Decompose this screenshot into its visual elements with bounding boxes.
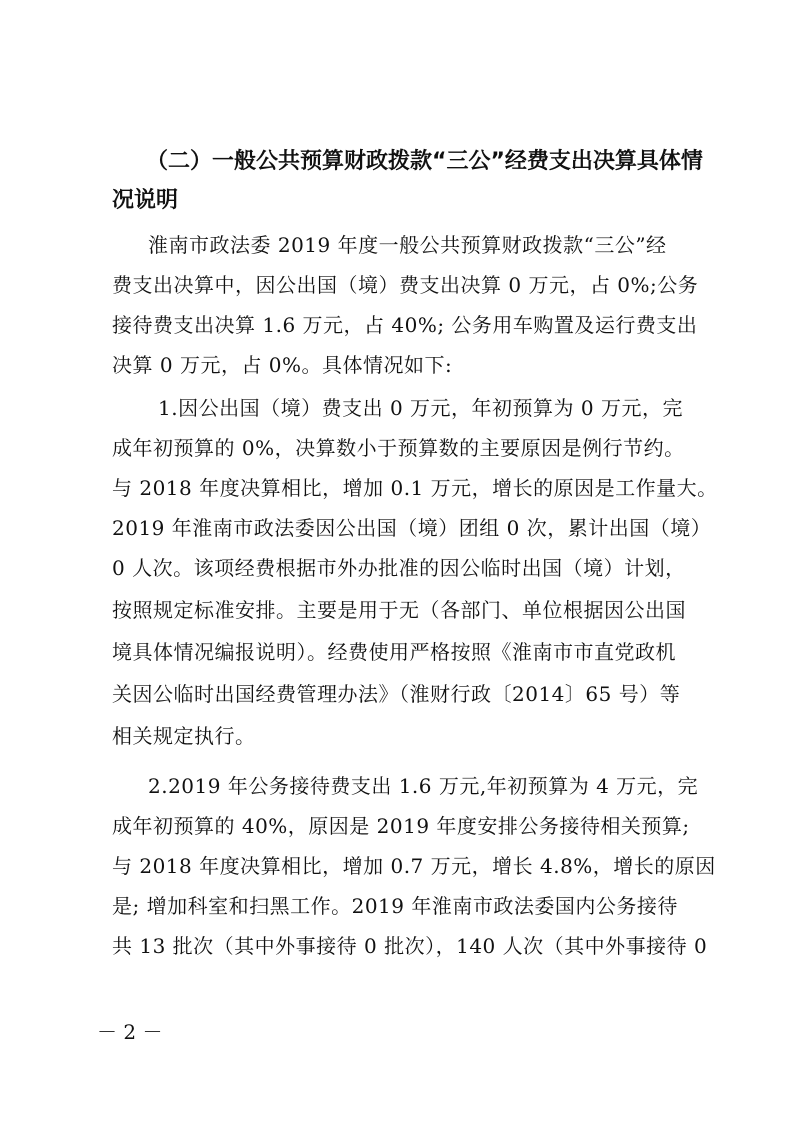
body-line: 与 2018 年度决算相比，增加 0.7 万元，增长 4.8%，增长的原因 [112,854,716,878]
body-line: 关因公临时出国经费管理办法》（淮财行政〔2014〕65 号）等 [112,682,681,706]
body-line: 成年初预算的 0%，决算数小于预算数的主要原因是例行节约。 [112,436,685,460]
body-line: 相关规定执行。 [112,724,256,748]
body-line: 是; 增加科室和扫黑工作。2019 年淮南市政法委国内公务接待 [112,894,678,918]
section-heading-line-2: 况说明 [112,188,179,213]
body-line: 按照规定标准安排。主要是用于无（各部门、单位根据因公出国 [112,598,686,622]
body-line: 淮南市政法委 2019 年度一般公共预算财政拨款“三公”经 [148,233,667,257]
body-line: 与 2018 年度决算相比，增加 0.1 万元，增长的原因是工作量大。 [112,476,718,500]
body-line: 费支出决算中，因公出国（境）费支出决算 0 万元，占 0%;公务 [112,273,699,297]
body-line: 2019 年淮南市政法委因公出国（境）团组 0 次，累计出国（境） [112,516,712,540]
page-number: － 2 － [97,1020,163,1044]
body-line: 接待费支出决算 1.6 万元，占 40%; 公务用车购置及运行费支出 [112,313,698,337]
section-heading-line-1: （二）一般公共预算财政拨款“三公”经费支出决算具体情 [146,149,703,174]
body-line: 0 人次。该项经费根据市外办批准的因公临时出国（境）计划， [112,556,686,580]
body-line: 决算 0 万元，占 0%。具体情况如下: [112,353,453,377]
body-line: 成年初预算的 40%，原因是 2019 年度安排公务接待相关预算; [112,814,690,838]
body-line: 境具体情况编报说明）。经费使用严格按照《淮南市市直党政机 [112,640,676,664]
body-line: 1.因公出国（境）费支出 0 万元，年初预算为 0 万元，完 [158,396,683,420]
body-line: 2.2019 年公务接待费支出 1.6 万元,年初预算为 4 万元，完 [148,774,699,798]
body-line: 共 13 批次（其中外事接待 0 批次），140 人次（其中外事接待 0 [112,934,708,958]
